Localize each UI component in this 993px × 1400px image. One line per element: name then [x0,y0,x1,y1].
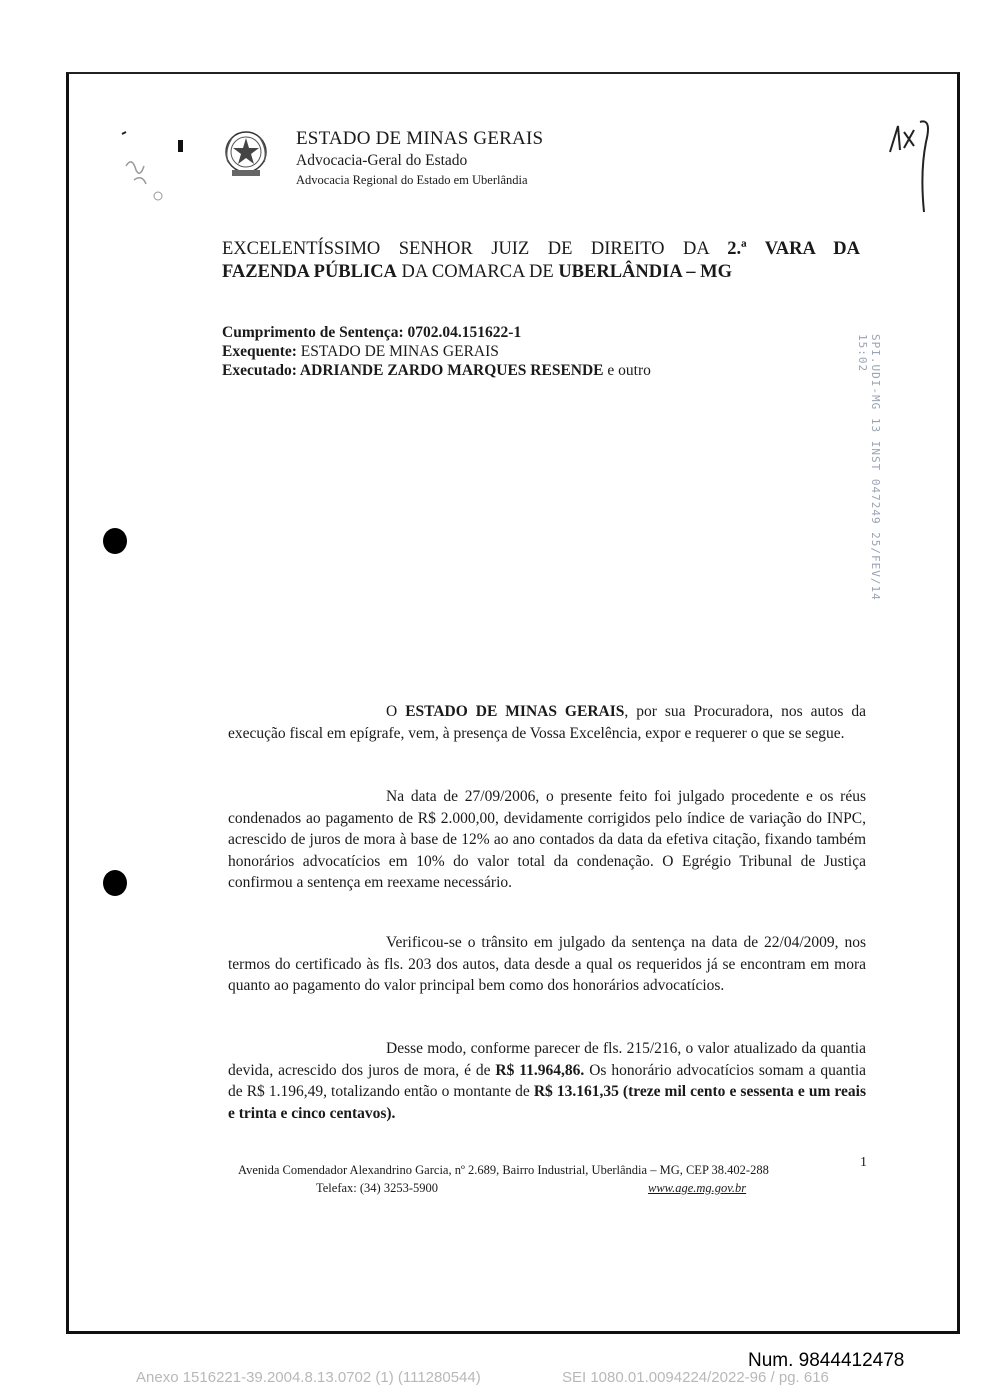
handwritten-initials-icon [118,126,174,206]
punch-hole-icon [103,528,127,554]
paragraph-1: O ESTADO DE MINAS GERAIS, por sua Procuradora, nos autos da execução fiscal em epígrafe, vem, à presença de Vossa Excelência, expor e requerer o que se segue. [228,703,866,742]
exequente: ESTADO DE MINAS GERAIS [296,343,499,360]
coat-of-arms-icon [222,128,270,182]
footer-address: Avenida Comendador Alexandrino Garcia, nº 2.689, Bairro Industrial, Uberlândia – MG, CEP 38.402-288 [238,1163,769,1177]
paragraph-3: Verificou-se o trânsito em julgado da sentença na data de 22/04/2009, nos termos do certificado às fls. 203 dos autos, data desde a qual os requeridos já se encontram em mora quanto ao pagamento do valor principal bem como dos honorários advocatícios. [228,934,866,994]
document-number: Num. 9844412478 [748,1350,905,1371]
case-info: Cumprimento de Sentença: 0702.04.151622-1 Exequente: ESTADO DE MINAS GERAIS Executado: ADRIANDE ZARDO MARQUES RESENDE e outro [222,324,651,379]
ink-mark [178,140,183,152]
header-office: Advocacia Regional do Estado em Uberlândia [296,173,528,187]
footer-website-link[interactable]: www.age.mg.gov.br [648,1181,747,1195]
handwritten-signature-icon [884,112,936,216]
sei-reference: SEI 1080.01.0094224/2022-96 / pg. 616 [562,1369,829,1386]
footer-phone: Telefax: (34) 3253-5900 [316,1181,439,1195]
case-number: Cumprimento de Sentença: 0702.04.151622-1 [222,324,522,341]
salutation: EXCELENTÍSSIMO SENHOR JUIZ DE DIREITO DA 2.ª VARA DA FAZENDA PÚBLICA DA COMARCA DE UBERLÂNDIA – MG [222,239,861,282]
paragraph-4: Desse modo, conforme parecer de fls. 215/216, o valor atualizado da quantia devida, acrescido dos juros de mora, é de R$ 11.964,86. Os honorário advocatícios somam a quantia de R$ 1.196,49, totalizando então o montante de R$ 13.161,35 (treze mil cento e sessenta e um reais e trinta e cinco centavos). [228,1040,867,1122]
paragraph-2: Na data de 27/09/2006, o presente feito foi julgado procedente e os réus condenados ao pagamento de R$ 2.000,00, devidamente corrigidos pelo índice de variação do INPC, acrescido de juros de mora à base de 12% ao ano contados da data da efetiva citação, fixando também honorários advocatícios em 10% do valor total da condenação. O Egrégio Tribunal de Justiça confirmou a sentença em reexame necessário. [228,788,866,891]
executado: Executado: ADRIANDE ZARDO MARQUES RESENDE [222,362,604,379]
header-subtitle: Advocacia-Geral do Estado [296,152,468,169]
punch-hole-icon [103,870,127,896]
protocol-stamp: SPI.UDI-MG 13 INST 047249 25/FEV/14 15:02 [856,334,882,601]
header-title: ESTADO DE MINAS GERAIS [296,128,544,149]
page-number: 1 [860,1155,867,1170]
annex-reference: Anexo 1516221-39.2004.8.13.0702 (1) (111280544) [136,1369,481,1386]
